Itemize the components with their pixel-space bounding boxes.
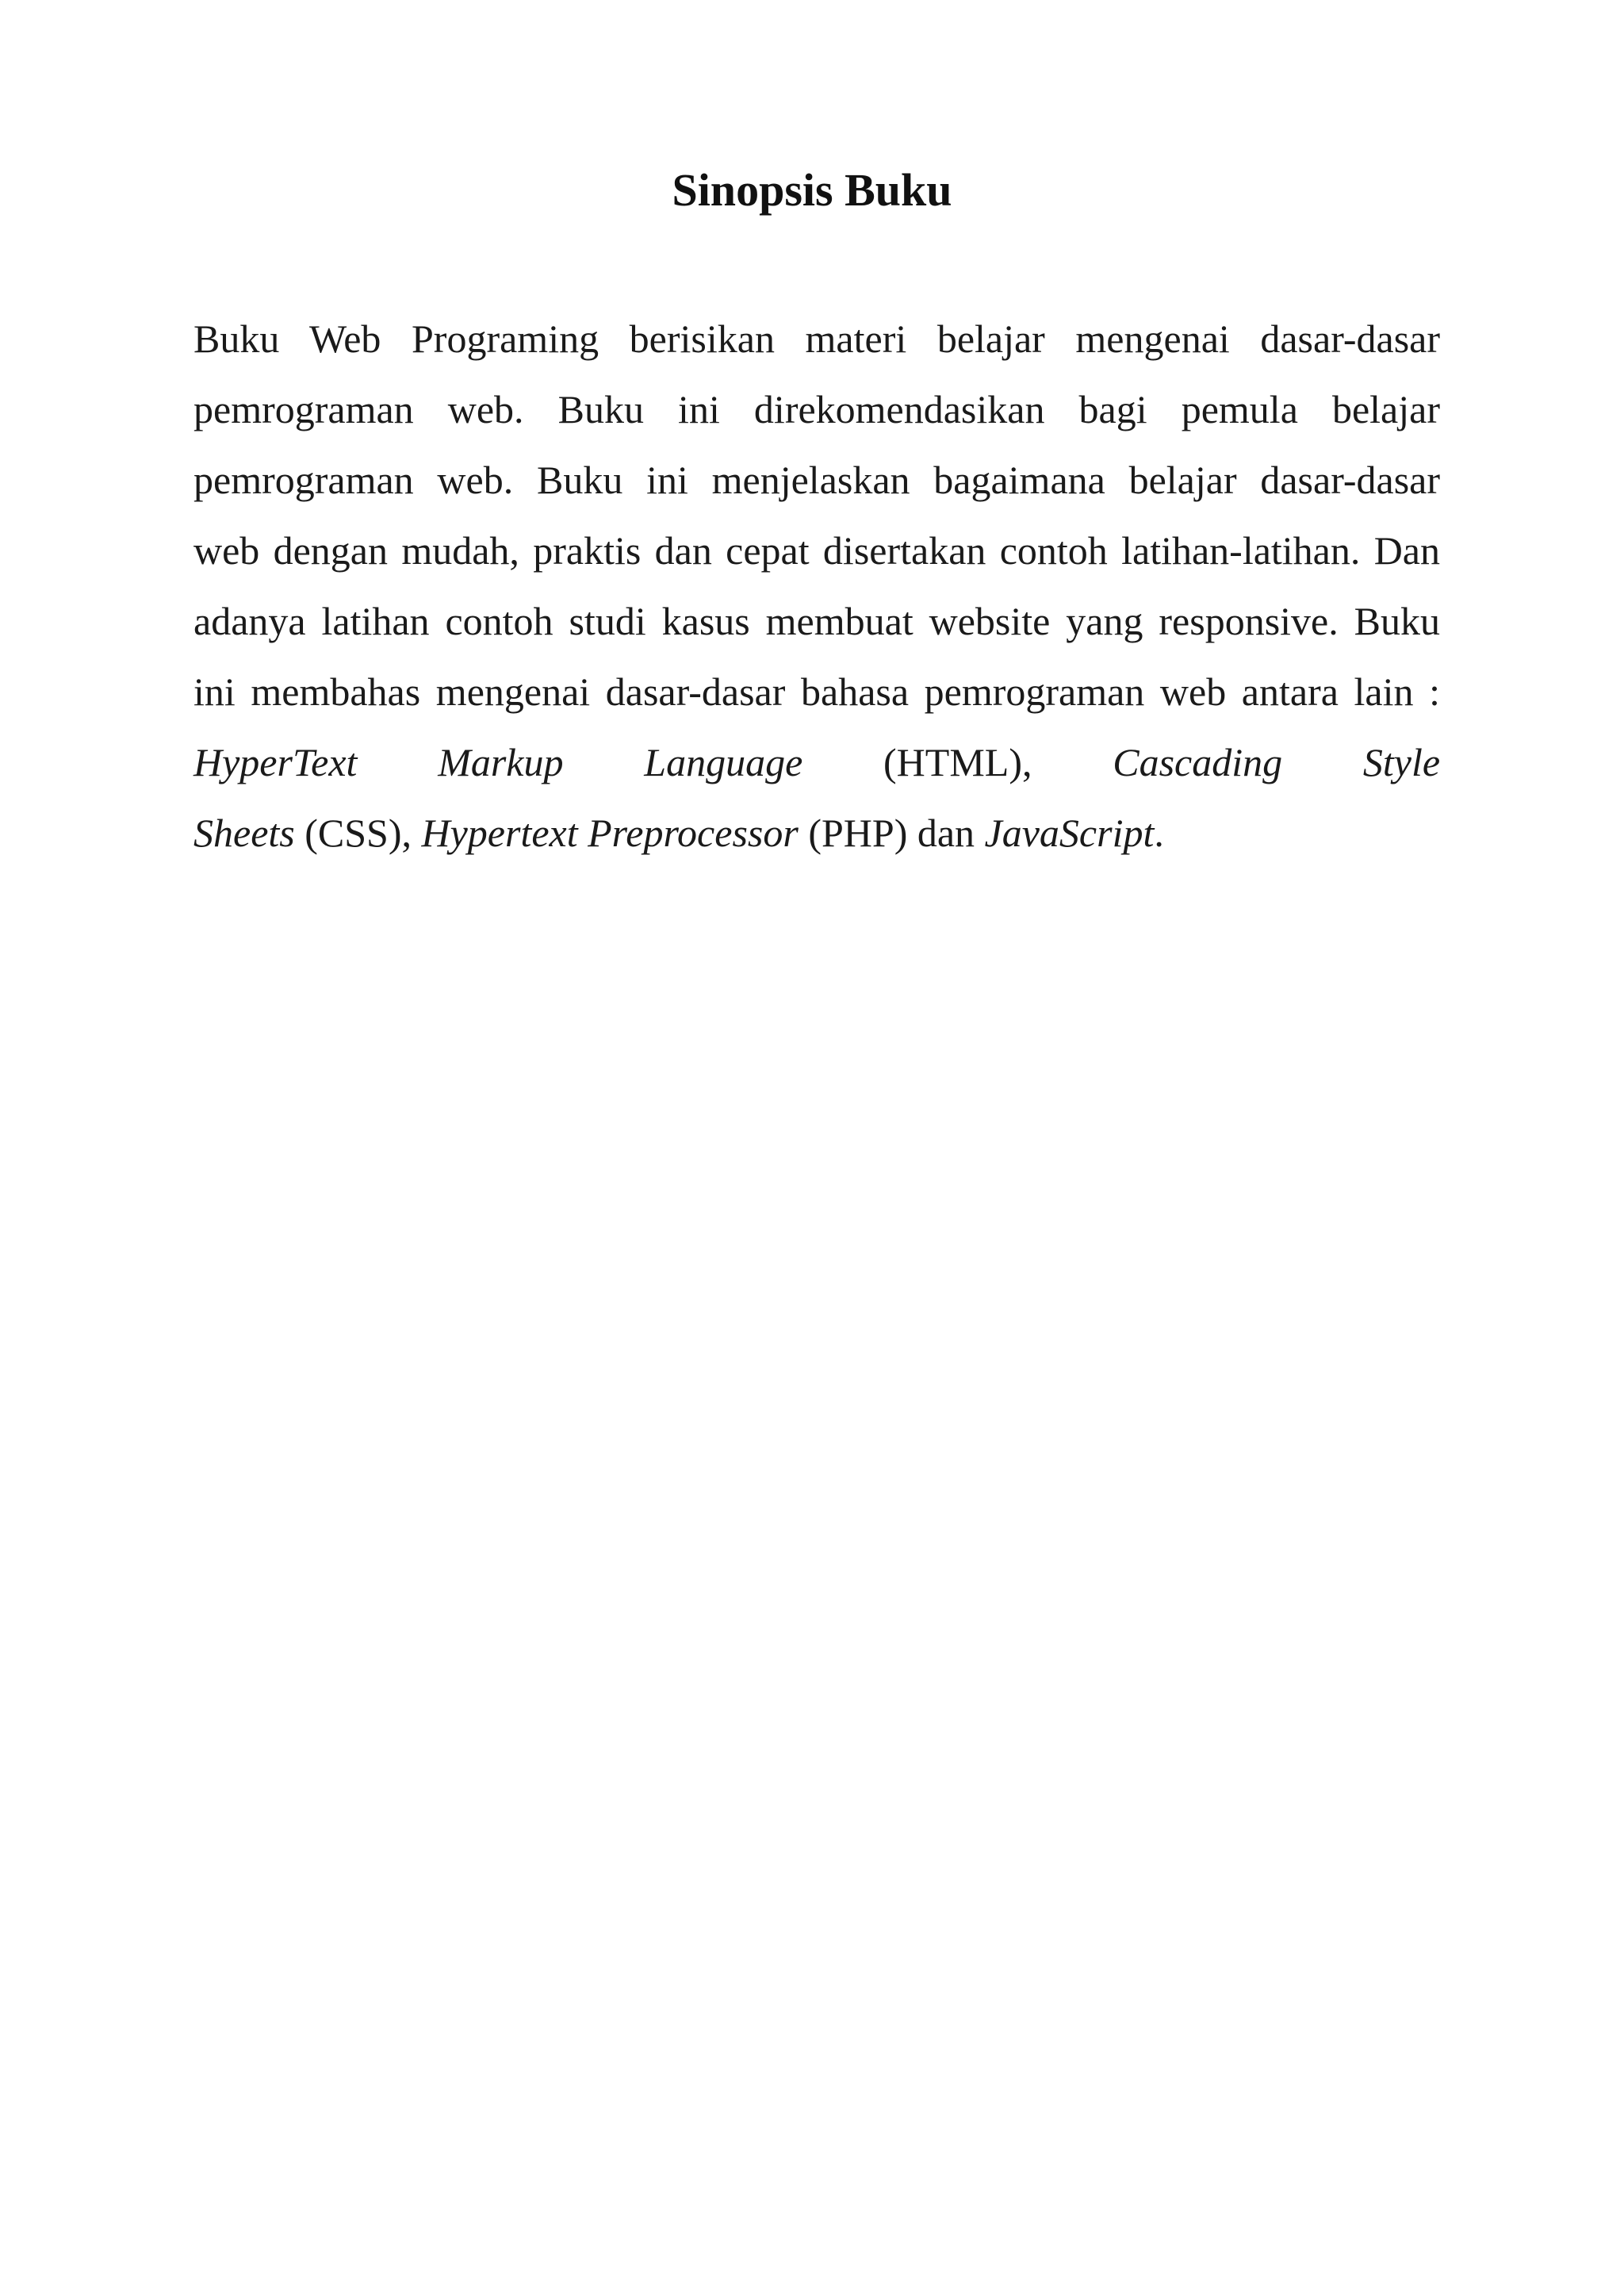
term-markup: Markup xyxy=(438,740,564,784)
term-sheets: Sheets xyxy=(193,811,295,855)
paragraph-line-5: adanya latihan contoh studi kasus membuat website yang responsive. Buku xyxy=(193,599,1440,643)
term-cascading: Cascading xyxy=(1113,740,1283,784)
term-hypertext-preprocessor: Hypertext Preprocessor xyxy=(421,811,799,855)
abbr-html: (HTML), xyxy=(883,740,1032,784)
paragraph-line-4: web dengan mudah, praktis dan cepat disertakan contoh latihan-latihan. Dan xyxy=(193,528,1440,573)
paragraph-line-3: pemrograman web. Buku ini menjelaskan bagaimana belajar dasar-dasar xyxy=(193,458,1440,502)
synopsis-paragraph xyxy=(193,304,1440,869)
paragraph-line-8 xyxy=(193,798,1440,869)
abbr-php: (PHP) dan xyxy=(798,811,985,855)
term-hypertext: HyperText xyxy=(193,740,358,784)
term-language: Language xyxy=(644,740,803,784)
page-title: Sinopsis Buku xyxy=(672,164,952,216)
paragraph-line-6: ini membahas mengenai dasar-dasar bahasa pemrograman web antara lain : xyxy=(193,669,1440,714)
term-javascript: JavaScript xyxy=(984,811,1155,855)
sentence-end: . xyxy=(1154,811,1164,855)
paragraph-line-7 xyxy=(193,727,1440,798)
abbr-css: (CSS), xyxy=(294,811,422,855)
paragraph-line-1: Buku Web Programing berisikan materi belajar mengenai dasar-dasar xyxy=(193,316,1440,361)
paragraph-line-2: pemrograman web. Buku ini direkomendasikan bagi pemula belajar xyxy=(193,387,1440,431)
term-style: Style xyxy=(1362,740,1441,784)
